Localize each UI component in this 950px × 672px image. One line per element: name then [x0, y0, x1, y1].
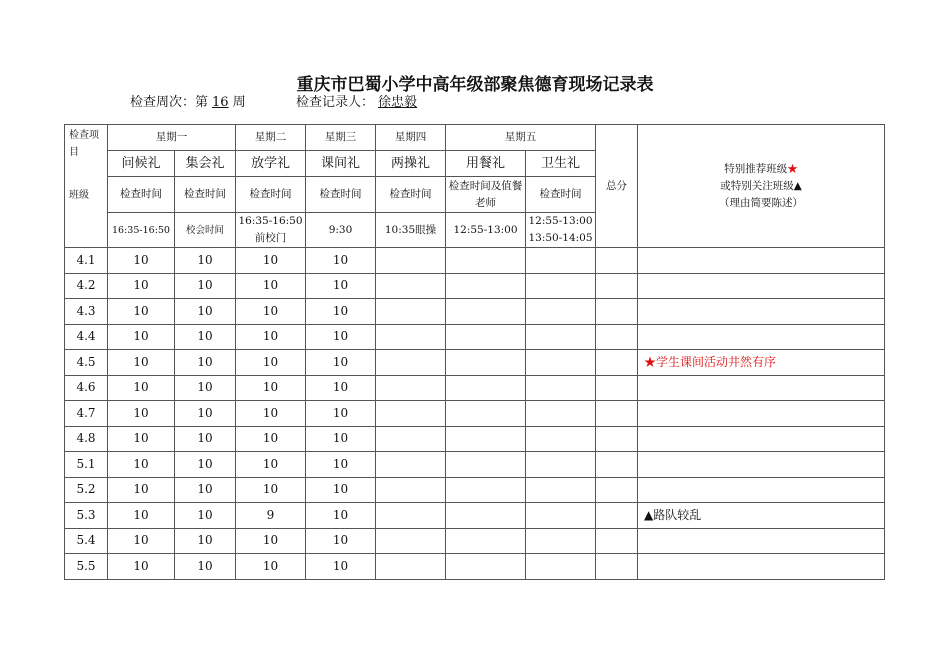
score-cell[interactable]: 10: [236, 528, 306, 554]
score-cell[interactable]: 10: [236, 350, 306, 376]
score-cell[interactable]: 10: [306, 554, 376, 580]
total-cell[interactable]: [596, 375, 638, 401]
class-id: 4.6: [65, 375, 108, 401]
remark-cell[interactable]: [638, 452, 885, 478]
day-friday: 星期五: [446, 125, 596, 151]
total-cell[interactable]: [596, 350, 638, 376]
total-cell[interactable]: [596, 477, 638, 503]
score-cell[interactable]: [376, 554, 446, 580]
remark-cell[interactable]: ★学生课间活动井然有序: [638, 350, 885, 376]
score-cell[interactable]: 10: [108, 477, 175, 503]
score-cell[interactable]: [376, 273, 446, 299]
score-cell[interactable]: [376, 503, 446, 529]
class-id: 4.4: [65, 324, 108, 350]
remark-cell[interactable]: [638, 273, 885, 299]
score-cell[interactable]: [376, 401, 446, 427]
score-cell[interactable]: 10: [108, 299, 175, 325]
table-row: [65, 324, 885, 350]
table-row: [65, 477, 885, 503]
class-id: 4.7: [65, 401, 108, 427]
score-cell[interactable]: 10: [306, 324, 376, 350]
item-header: 卫生礼: [526, 151, 596, 177]
class-id: 5.5: [65, 554, 108, 580]
table-row: [65, 375, 885, 401]
score-cell[interactable]: 10: [175, 375, 236, 401]
check-time-label: 检查时间: [236, 177, 306, 213]
check-time-label: 检查时间: [175, 177, 236, 213]
remark-header: [638, 125, 885, 248]
score-cell[interactable]: [526, 477, 596, 503]
score-cell[interactable]: [526, 248, 596, 274]
day-monday: 星期一: [108, 125, 236, 151]
table-row: [65, 350, 885, 376]
score-cell[interactable]: [446, 452, 526, 478]
score-cell[interactable]: [446, 324, 526, 350]
score-cell[interactable]: 10: [306, 299, 376, 325]
day-wednesday: 星期三: [306, 125, 376, 151]
score-cell[interactable]: 10: [306, 528, 376, 554]
score-cell[interactable]: [376, 350, 446, 376]
score-cell[interactable]: 10: [236, 452, 306, 478]
score-cell[interactable]: 10: [175, 273, 236, 299]
score-cell[interactable]: 10: [175, 477, 236, 503]
score-cell[interactable]: 10: [306, 375, 376, 401]
score-cell[interactable]: 10: [108, 452, 175, 478]
score-cell[interactable]: 10: [108, 528, 175, 554]
week-suffix: 周: [232, 95, 246, 110]
score-cell[interactable]: [526, 554, 596, 580]
class-id: 4.5: [65, 350, 108, 376]
score-cell[interactable]: [526, 299, 596, 325]
score-cell[interactable]: 10: [306, 273, 376, 299]
score-cell[interactable]: [446, 528, 526, 554]
class-id: 4.8: [65, 426, 108, 452]
score-cell[interactable]: [376, 248, 446, 274]
remark-note: （理由简要陈述）: [719, 196, 803, 209]
score-cell[interactable]: [526, 401, 596, 427]
score-cell[interactable]: 10: [306, 452, 376, 478]
table-row: [65, 528, 885, 554]
remark-subtitle: 或特别关注班级▲: [720, 179, 802, 192]
score-cell[interactable]: [526, 350, 596, 376]
corner-items-label: 检查项目: [69, 130, 99, 158]
class-id: 4.2: [65, 273, 108, 299]
score-cell[interactable]: [526, 452, 596, 478]
check-time-value: 12:55-13:00: [446, 213, 526, 248]
recorder-info: [296, 91, 421, 110]
class-id: 5.2: [65, 477, 108, 503]
score-cell[interactable]: [526, 375, 596, 401]
score-cell[interactable]: 10: [108, 324, 175, 350]
score-cell[interactable]: [376, 375, 446, 401]
score-cell[interactable]: 9: [236, 503, 306, 529]
class-id: 5.4: [65, 528, 108, 554]
remark-cell[interactable]: [638, 554, 885, 580]
score-cell[interactable]: 10: [108, 350, 175, 376]
remark-cell[interactable]: [638, 401, 885, 427]
score-cell[interactable]: [376, 426, 446, 452]
remark-title: 特别推荐班级: [724, 162, 788, 175]
class-id: 5.3: [65, 503, 108, 529]
item-header: 课间礼: [306, 151, 376, 177]
item-header: 集会礼: [175, 151, 236, 177]
score-cell[interactable]: 10: [236, 273, 306, 299]
recorder-name: 徐忠毅: [378, 95, 418, 110]
score-cell[interactable]: 10: [236, 299, 306, 325]
day-tuesday: 星期二: [236, 125, 306, 151]
score-cell[interactable]: [446, 503, 526, 529]
remark-cell[interactable]: [638, 324, 885, 350]
score-cell[interactable]: 10: [175, 299, 236, 325]
score-cell[interactable]: 10: [108, 273, 175, 299]
score-cell[interactable]: 10: [175, 528, 236, 554]
table-row: [65, 554, 885, 580]
table-row: [65, 273, 885, 299]
score-cell[interactable]: 10: [175, 248, 236, 274]
remark-cell[interactable]: ▲路队较乱: [638, 503, 885, 529]
score-cell[interactable]: [526, 503, 596, 529]
check-time-value: 校会时间: [175, 213, 236, 248]
score-cell[interactable]: 10: [236, 324, 306, 350]
check-time-label: 检查时间: [526, 177, 596, 213]
class-id: 4.3: [65, 299, 108, 325]
table-row: [65, 426, 885, 452]
score-cell[interactable]: [376, 452, 446, 478]
check-time-value: 16:35-16:50前校门: [236, 213, 306, 248]
corner-class-label: 班级: [69, 190, 89, 201]
table-row: [65, 248, 885, 274]
remark-cell[interactable]: [638, 426, 885, 452]
score-cell[interactable]: [446, 426, 526, 452]
score-cell[interactable]: 10: [306, 248, 376, 274]
total-cell[interactable]: [596, 426, 638, 452]
score-cell[interactable]: [526, 528, 596, 554]
item-header: 放学礼: [236, 151, 306, 177]
check-time-label: 检查时间: [376, 177, 446, 213]
total-cell[interactable]: [596, 554, 638, 580]
score-cell[interactable]: 10: [236, 554, 306, 580]
score-cell[interactable]: [376, 324, 446, 350]
table-row: [65, 503, 885, 529]
check-time-label: 检查时间及值餐老师: [446, 177, 526, 213]
score-cell[interactable]: 10: [175, 503, 236, 529]
total-cell[interactable]: [596, 452, 638, 478]
week-number: 16: [212, 95, 229, 110]
check-time-label: 检查时间: [108, 177, 175, 213]
score-cell[interactable]: [446, 375, 526, 401]
score-cell[interactable]: 10: [236, 426, 306, 452]
score-cell[interactable]: 10: [236, 477, 306, 503]
score-cell[interactable]: 10: [175, 554, 236, 580]
score-cell[interactable]: 10: [175, 324, 236, 350]
score-cell[interactable]: 10: [175, 350, 236, 376]
score-cell[interactable]: 10: [108, 554, 175, 580]
check-time-label: 检查时间: [306, 177, 376, 213]
score-cell[interactable]: 10: [306, 350, 376, 376]
score-cell[interactable]: 10: [175, 426, 236, 452]
score-cell[interactable]: 10: [108, 503, 175, 529]
item-header: 两操礼: [376, 151, 446, 177]
score-cell[interactable]: [446, 350, 526, 376]
score-cell[interactable]: 10: [306, 477, 376, 503]
score-cell[interactable]: [446, 477, 526, 503]
item-header: 用餐礼: [446, 151, 526, 177]
remark-cell[interactable]: [638, 528, 885, 554]
table-row: [65, 299, 885, 325]
score-cell[interactable]: 10: [236, 248, 306, 274]
score-cell[interactable]: 10: [108, 426, 175, 452]
score-cell[interactable]: [376, 299, 446, 325]
star-icon: ★: [787, 162, 798, 175]
score-cell[interactable]: [376, 528, 446, 554]
score-cell[interactable]: 10: [108, 375, 175, 401]
remark-cell[interactable]: [638, 375, 885, 401]
recorder-label: 检查记录人：: [296, 95, 375, 110]
corner-header: [65, 125, 108, 248]
total-cell[interactable]: [596, 324, 638, 350]
score-cell[interactable]: [446, 273, 526, 299]
remark-cell[interactable]: [638, 248, 885, 274]
total-cell[interactable]: [596, 273, 638, 299]
score-cell[interactable]: [446, 299, 526, 325]
remark-cell[interactable]: [638, 477, 885, 503]
check-time-value: 10:35眼操: [376, 213, 446, 248]
total-cell[interactable]: [596, 528, 638, 554]
item-header: 问候礼: [108, 151, 175, 177]
total-cell[interactable]: [596, 248, 638, 274]
sheet-title: 重庆市巴蜀小学中高年级部聚焦德育现场记录表: [296, 75, 654, 95]
record-table: [64, 124, 885, 580]
total-header: 总分: [596, 125, 638, 248]
score-cell[interactable]: [446, 248, 526, 274]
score-cell[interactable]: 10: [236, 375, 306, 401]
week-prefix: 检查周次：第: [130, 95, 209, 110]
class-id: 5.1: [65, 452, 108, 478]
class-id: 4.1: [65, 248, 108, 274]
score-cell[interactable]: 10: [175, 452, 236, 478]
score-cell[interactable]: 10: [306, 503, 376, 529]
table-row: [65, 452, 885, 478]
total-cell[interactable]: [596, 299, 638, 325]
score-cell[interactable]: 10: [236, 401, 306, 427]
remark-cell[interactable]: [638, 299, 885, 325]
score-cell[interactable]: 10: [108, 401, 175, 427]
score-cell[interactable]: [526, 426, 596, 452]
day-thursday: 星期四: [376, 125, 446, 151]
score-cell[interactable]: [446, 401, 526, 427]
check-time-value: 9:30: [306, 213, 376, 248]
total-cell[interactable]: [596, 401, 638, 427]
score-cell[interactable]: 10: [175, 401, 236, 427]
score-cell[interactable]: 10: [108, 248, 175, 274]
week-info: [130, 91, 246, 110]
check-time-value: 16:35-16:50: [108, 213, 175, 248]
table-row: [65, 401, 885, 427]
score-cell[interactable]: 10: [306, 401, 376, 427]
check-time-value: 12:55-13:00 13:50-14:05: [526, 213, 596, 248]
total-cell[interactable]: [596, 503, 638, 529]
score-cell[interactable]: [376, 477, 446, 503]
score-cell[interactable]: [526, 324, 596, 350]
score-cell[interactable]: [446, 554, 526, 580]
score-cell[interactable]: [526, 273, 596, 299]
score-cell[interactable]: 10: [306, 426, 376, 452]
